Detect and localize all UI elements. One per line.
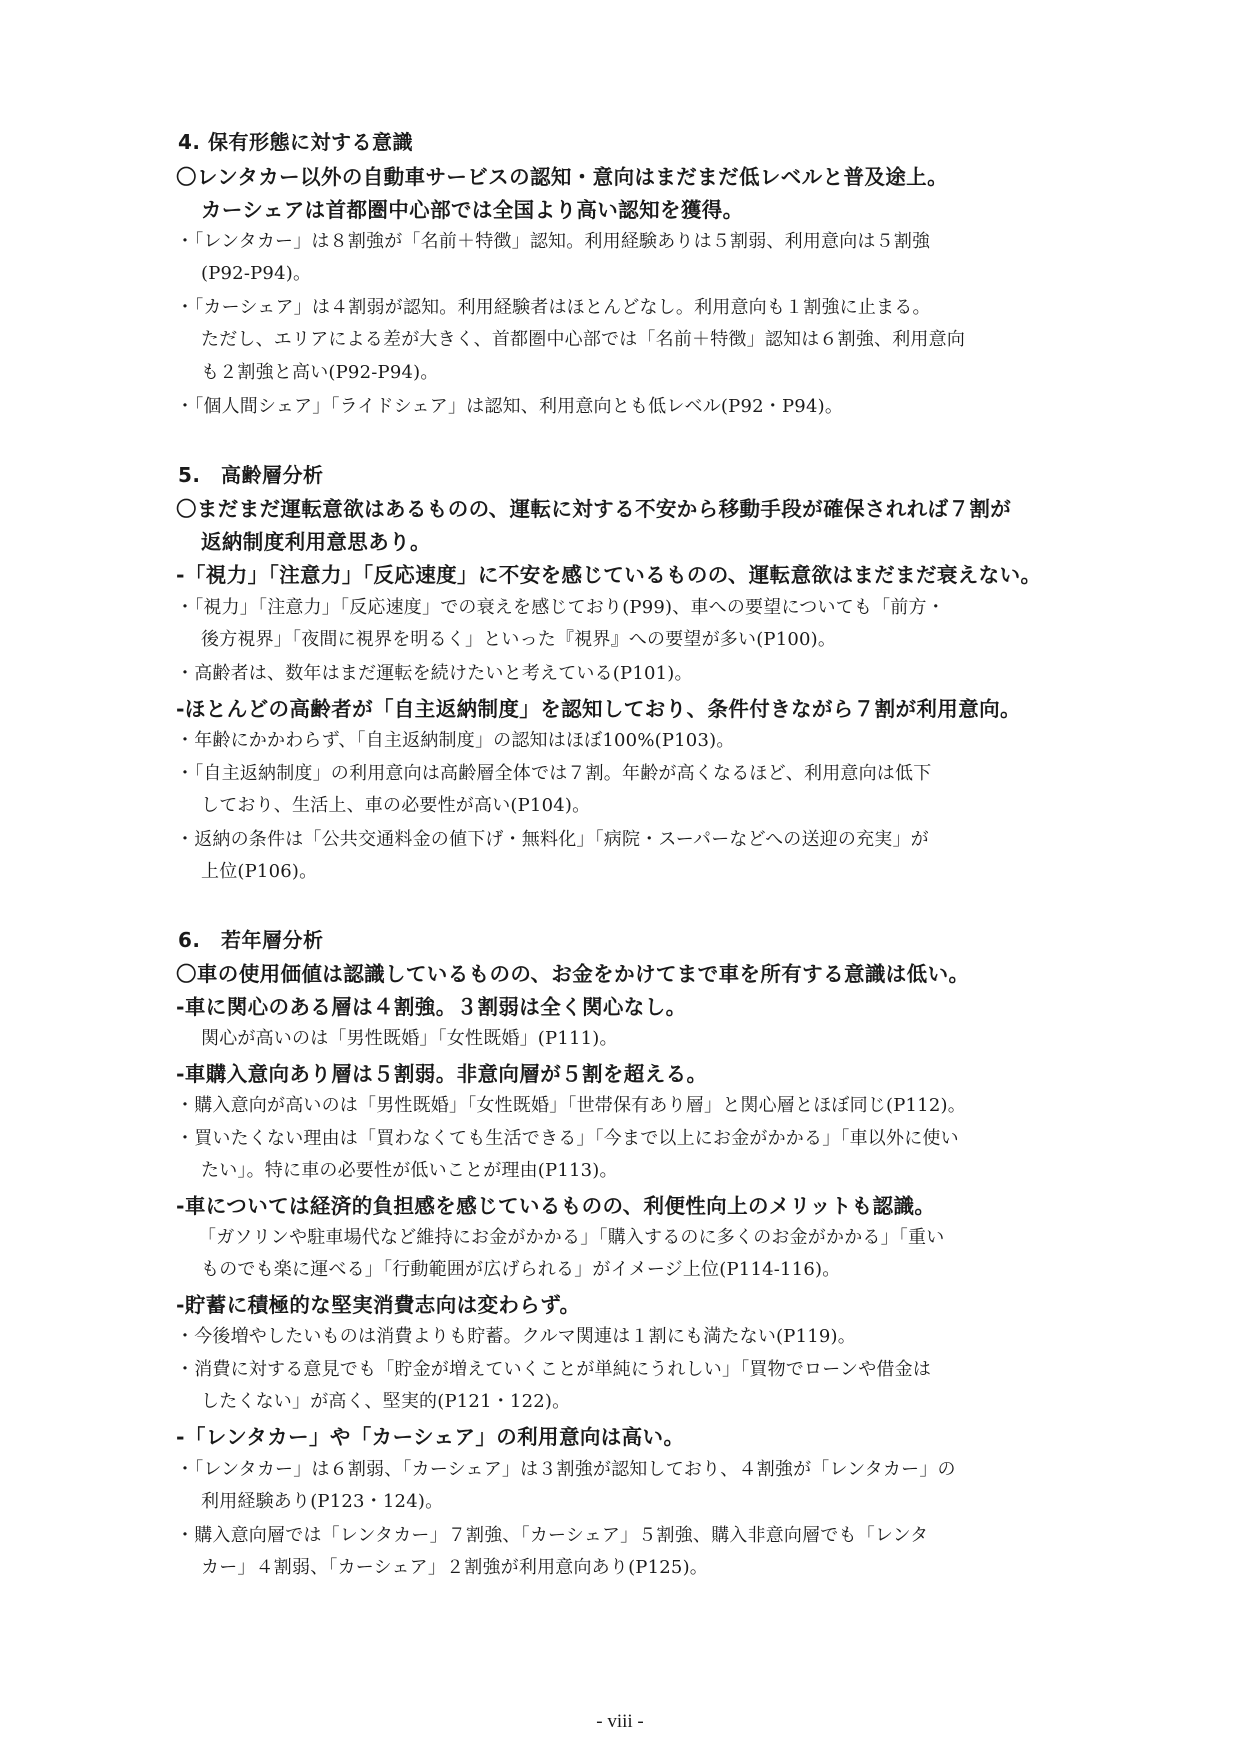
body-text: 「ガソリンや駐車場代など維持にお金がかかる」「購入するのに多くのお金がかかる」「重い <box>198 1227 945 1248</box>
bullet-item: ・購入意向層では「レンタカー」７割強、「カーシェア」５割強、購入非意向層でも「レンタ <box>176 1525 929 1546</box>
main-point: 〇まだまだ運転意欲はあるものの、運転に対する不安から移動手段が確保されれば７割が <box>176 497 1012 521</box>
sub-point: -貯蓄に積極的な堅実消費志向は変わらず。 <box>176 1293 581 1317</box>
bullet-item: ・「レンタカー」は６割弱、「カーシェア」は３割強が認知しており、４割強が「レンタカー」の <box>176 1459 956 1480</box>
bullet-item: 利用経験あり(P123・124)。 <box>201 1491 444 1512</box>
bullet-item: ・購入意向が高いのは「男性既婚」「女性既婚」「世帯保有あり層」と関心層とほぼ同じ(P112)。 <box>176 1095 966 1116</box>
bullet-item: ・今後増やしたいものは消費よりも貯蓄。クルマ関連は１割にも満たない(P119)。 <box>176 1326 856 1347</box>
sub-point: -車に関心のある層は４割強。３割弱は全く関心なし。 <box>176 995 687 1019</box>
bullet-item: ただし、エリアによる差が大きく、首都圏中心部では「名前＋特徴」認知は６割強、利用意向 <box>201 329 966 350</box>
bullet-item: ・「自主返納制度」の利用意向は高齢層全体では７割。年齢が高くなるほど、利用意向は低下 <box>176 763 932 784</box>
bullet-item: も２割強と高い(P92-P94)。 <box>201 362 439 383</box>
bullet-item: ・消費に対する意見でも「貯金が増えていくことが単純にうれしい」「買物でローンや借金は <box>176 1359 932 1380</box>
body-text: 関心が高いのは「男性既婚」「女性既婚」(P111)。 <box>201 1028 618 1049</box>
bullet-item: ・「レンタカー」は８割強が「名前＋特徴」認知。利用経験ありは５割弱、利用意向は５割強 <box>176 231 931 252</box>
bullet-item: カー」４割弱、「カーシェア」２割強が利用意向あり(P125)。 <box>201 1557 708 1578</box>
bullet-item: ・「個人間シェア」「ライドシェア」は認知、利用意向とも低レベル(P92・P94)。 <box>176 396 844 417</box>
bullet-item: 後方視界」「夜間に視界を明るく」といった『視界』への要望が多い(P100)。 <box>201 629 837 650</box>
bullet-item: ・買いたくない理由は「買わなくても生活できる」「今まで以上にお金がかかる」「車以外に使い <box>176 1128 959 1149</box>
sub-point: -車については経済的負担感を感じているものの、利便性向上のメリットも認識。 <box>176 1194 936 1218</box>
main-point: 〇車の使用価値は認識しているものの、お金をかけてまで車を所有する意識は低い。 <box>176 962 970 986</box>
bullet-item: ・高齢者は、数年はまだ運転を続けたいと考えている(P101)。 <box>176 663 693 684</box>
sub-point: -ほとんどの高齢者が「自主返納制度」を認知しており、条件付きながら７割が利用意向。 <box>176 697 1021 721</box>
section-heading: 5. 高齢層分析 <box>178 463 324 487</box>
main-point: 〇レンタカー以外の自動車サービスの認知・意向はまだまだ低レベルと普及途上。 <box>176 165 948 189</box>
bullet-item: 上位(P106)。 <box>201 861 318 882</box>
bullet-item: たい」。特に車の必要性が低いことが理由(P113)。 <box>201 1160 618 1181</box>
main-point: 返納制度利用意思あり。 <box>201 530 431 554</box>
main-point: カーシェアは首都圏中心部では全国より高い認知を獲得。 <box>201 198 744 222</box>
body-text: ものでも楽に運べる」「行動範囲が広げられる」がイメージ上位(P114-116)。 <box>201 1259 841 1280</box>
sub-point: -車購入意向あり層は５割弱。非意向層が５割を超える。 <box>176 1062 708 1086</box>
bullet-item: ・年齢にかかわらず、「自主返納制度」の認知はほぼ100%(P103)。 <box>176 730 735 751</box>
bullet-item: しており、生活上、車の必要性が高い(P104)。 <box>201 795 591 816</box>
bullet-item: ・「視力」「注意力」「反応速度」での衰えを感じており(P99)、車への要望についても「前方・ <box>176 597 945 618</box>
section-heading: 4. 保有形態に対する意識 <box>178 130 413 154</box>
bullet-item: ・「カーシェア」は４割弱が認知。利用経験者はほとんどなし。利用意向も１割強に止まる。 <box>176 297 931 318</box>
page-number: - viii - <box>596 1711 644 1732</box>
bullet-item: ・返納の条件は「公共交通料金の値下げ・無料化」「病院・スーパーなどへの送迎の充実」が <box>176 829 929 850</box>
bullet-item: したくない」が高く、堅実的(P121・122)。 <box>201 1391 571 1412</box>
bullet-item: (P92-P94)。 <box>201 263 312 284</box>
sub-point: -「レンタカー」や「カーシェア」の利用意向は高い。 <box>176 1425 685 1449</box>
section-heading: 6. 若年層分析 <box>178 928 324 952</box>
sub-point: -「視力」「注意力」「反応速度」に不安を感じているものの、運転意欲はまだまだ衰えない。 <box>176 563 1042 587</box>
